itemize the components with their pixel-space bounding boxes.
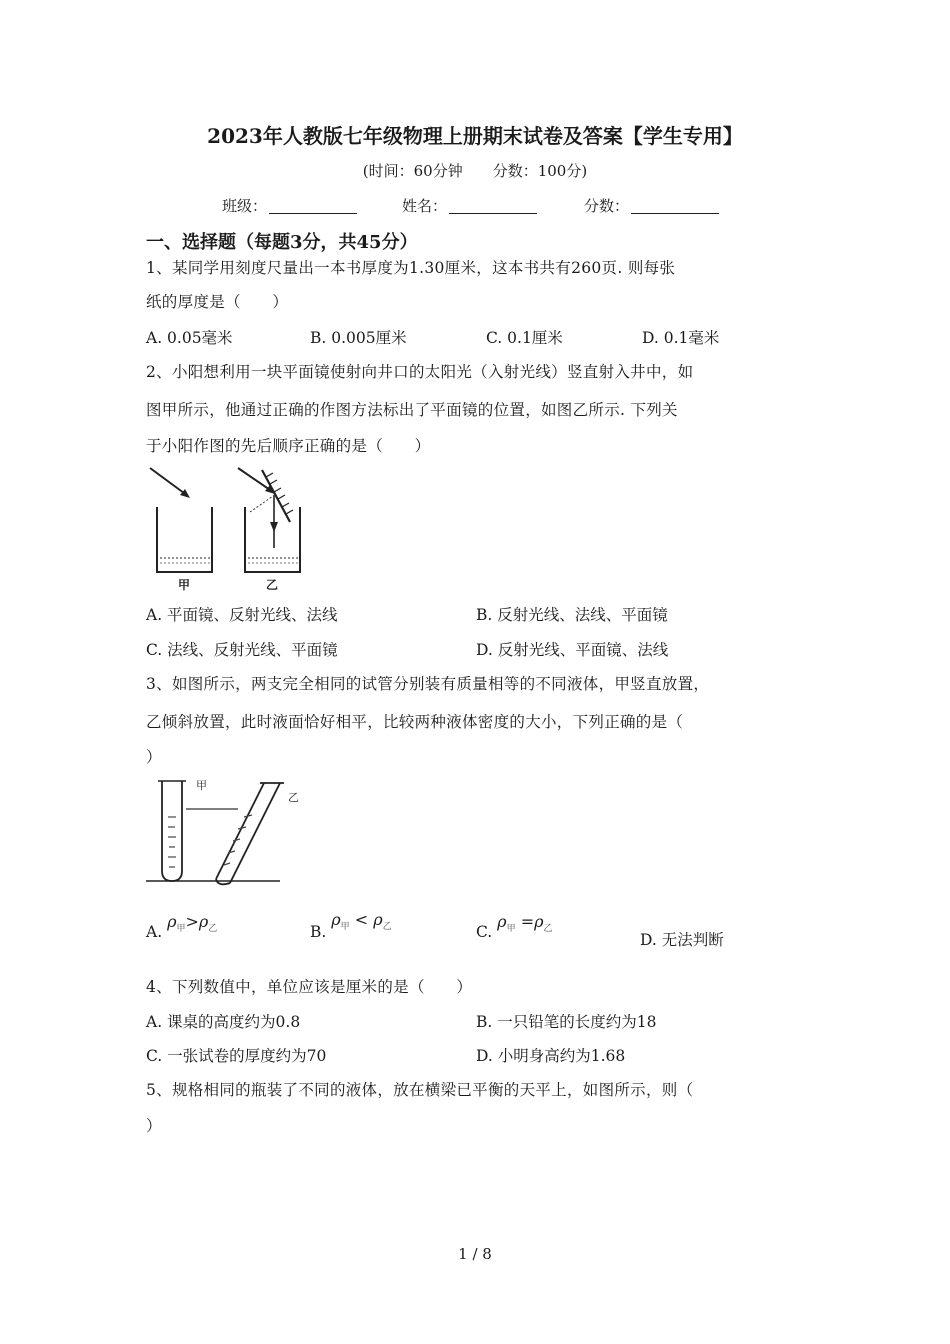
- comparison-operator: =: [520, 912, 535, 931]
- fig-label-jia: 甲: [178, 578, 191, 592]
- exam-subtitle: (时间：60分钟 分数：100分): [362, 162, 588, 180]
- q3-option-b: [310, 910, 392, 944]
- well-diagram-a: [150, 468, 212, 572]
- rho-symbol: ρ: [198, 912, 209, 931]
- rho-jia-symbol: [167, 912, 218, 935]
- q1-option-a: A. 0.05毫米: [146, 329, 233, 347]
- q1-option-b: B. 0.005厘米: [310, 329, 407, 347]
- q2-mirror-figure: [140, 462, 310, 592]
- q2-line1: 2、小阳想利用一块平面镜使射向井口的太阳光（入射光线）竖直射入井中，如: [146, 363, 694, 381]
- fig-label-yi: 乙: [266, 578, 279, 592]
- q2-option-c: C. 法线、反射光线、平面镜: [146, 641, 338, 659]
- q2-line3: 于小阳作图的先后顺序正确的是（ ）: [146, 437, 431, 455]
- rho-subscript: 乙: [382, 922, 392, 933]
- class-blank[interactable]: [269, 197, 357, 214]
- q3-option-d: D. 无法判断: [640, 931, 724, 949]
- q2-option-b: B. 反射光线、法线、平面镜: [476, 606, 668, 624]
- name-label: 姓名：: [402, 197, 448, 215]
- q5-line1: 5、规格相同的瓶装了不同的液体，放在横梁已平衡的天平上，如图所示，则（: [146, 1081, 694, 1099]
- comparison-operator: >: [185, 912, 199, 931]
- rho-subscript: 甲: [506, 924, 516, 935]
- tube-label-yi: 乙: [288, 791, 299, 804]
- exam-title: 2023年人教版七年级物理上册期末试卷及答案【学生专用】: [207, 124, 743, 148]
- q3-option-a-prefix: A.: [146, 923, 163, 941]
- q5-line2: ）: [146, 1117, 162, 1135]
- test-tube-jia: [162, 781, 182, 881]
- reflected-ray-arrow: [270, 522, 278, 532]
- q2-line2: 图甲所示，他通过正确的作图方法标出了平面镜的位置，如图乙所示. 下列关: [146, 401, 678, 419]
- plane-mirror: [262, 470, 290, 522]
- q3-option-c: [476, 912, 553, 944]
- score-blank[interactable]: [631, 197, 719, 214]
- q3-line3: ）: [146, 748, 162, 766]
- q2-option-a: A. 平面镜、反射光线、法线: [146, 606, 338, 624]
- rho-subscript: 乙: [208, 924, 218, 935]
- rho-subscript: 甲: [340, 922, 350, 933]
- rho-subscript: 乙: [543, 924, 553, 935]
- rho-compare-b: [331, 910, 392, 933]
- comparison-operator: <: [354, 910, 369, 929]
- q3-option-a: [146, 912, 218, 944]
- q3-option-c-prefix: C.: [476, 923, 493, 941]
- score-label: 分数：: [584, 197, 630, 215]
- tube-label-jia: 甲: [196, 779, 207, 792]
- rho-subscript: 甲: [176, 924, 186, 935]
- q3-test-tube-figure: [140, 775, 305, 887]
- q1-option-d: D. 0.1毫米: [642, 329, 720, 347]
- rho-symbol: ρ: [331, 910, 341, 929]
- name-field: [402, 195, 537, 216]
- q1-line1: 1、某同学用刻度尺量出一本书厚度为1.30厘米，这本书共有260页. 则每张: [146, 259, 676, 277]
- rho-compare-c: [497, 912, 553, 935]
- liquid-marks-jia: [168, 817, 176, 867]
- q4-option-d: D. 小明身高约为1.68: [476, 1047, 626, 1065]
- name-blank[interactable]: [449, 197, 537, 214]
- q4-line1: 4、下列数值中，单位应该是厘米的是（ ）: [146, 978, 473, 996]
- q3-line1: 3、如图所示，两支完全相同的试管分别装有质量相等的不同液体，甲竖直放置，: [146, 675, 710, 693]
- liquid-marks-yi: [224, 815, 252, 865]
- q2-option-d: D. 反射光线、平面镜、法线: [476, 641, 669, 659]
- rho-symbol: ρ: [373, 910, 383, 929]
- page-number: 1 / 8: [458, 1245, 492, 1263]
- class-field: [222, 195, 357, 216]
- q3-option-b-prefix: B.: [310, 923, 327, 941]
- q4-option-a: A. 课桌的高度约为0.8: [146, 1013, 301, 1031]
- q4-option-b: B. 一只铅笔的长度约为18: [476, 1013, 657, 1031]
- q1-option-c: C. 0.1厘米: [486, 329, 563, 347]
- rho-symbol: ρ: [167, 912, 177, 931]
- q3-line2: 乙倾斜放置，此时液面恰好相平，比较两种液体密度的大小，下列正确的是（: [146, 713, 684, 731]
- rho-symbol: ρ: [497, 912, 507, 931]
- class-label: 班级：: [222, 197, 268, 215]
- section-heading: 一、选择题（每题3分，共45分）: [146, 232, 418, 253]
- q1-line2: 纸的厚度是（ ）: [146, 293, 289, 311]
- mirror-hatching: [266, 473, 293, 514]
- q4-option-c: C. 一张试卷的厚度约为70: [146, 1047, 327, 1065]
- test-tube-yi: [216, 783, 284, 884]
- rho-symbol: ρ: [534, 912, 544, 931]
- normal-line: [250, 494, 276, 512]
- score-field: [584, 195, 719, 216]
